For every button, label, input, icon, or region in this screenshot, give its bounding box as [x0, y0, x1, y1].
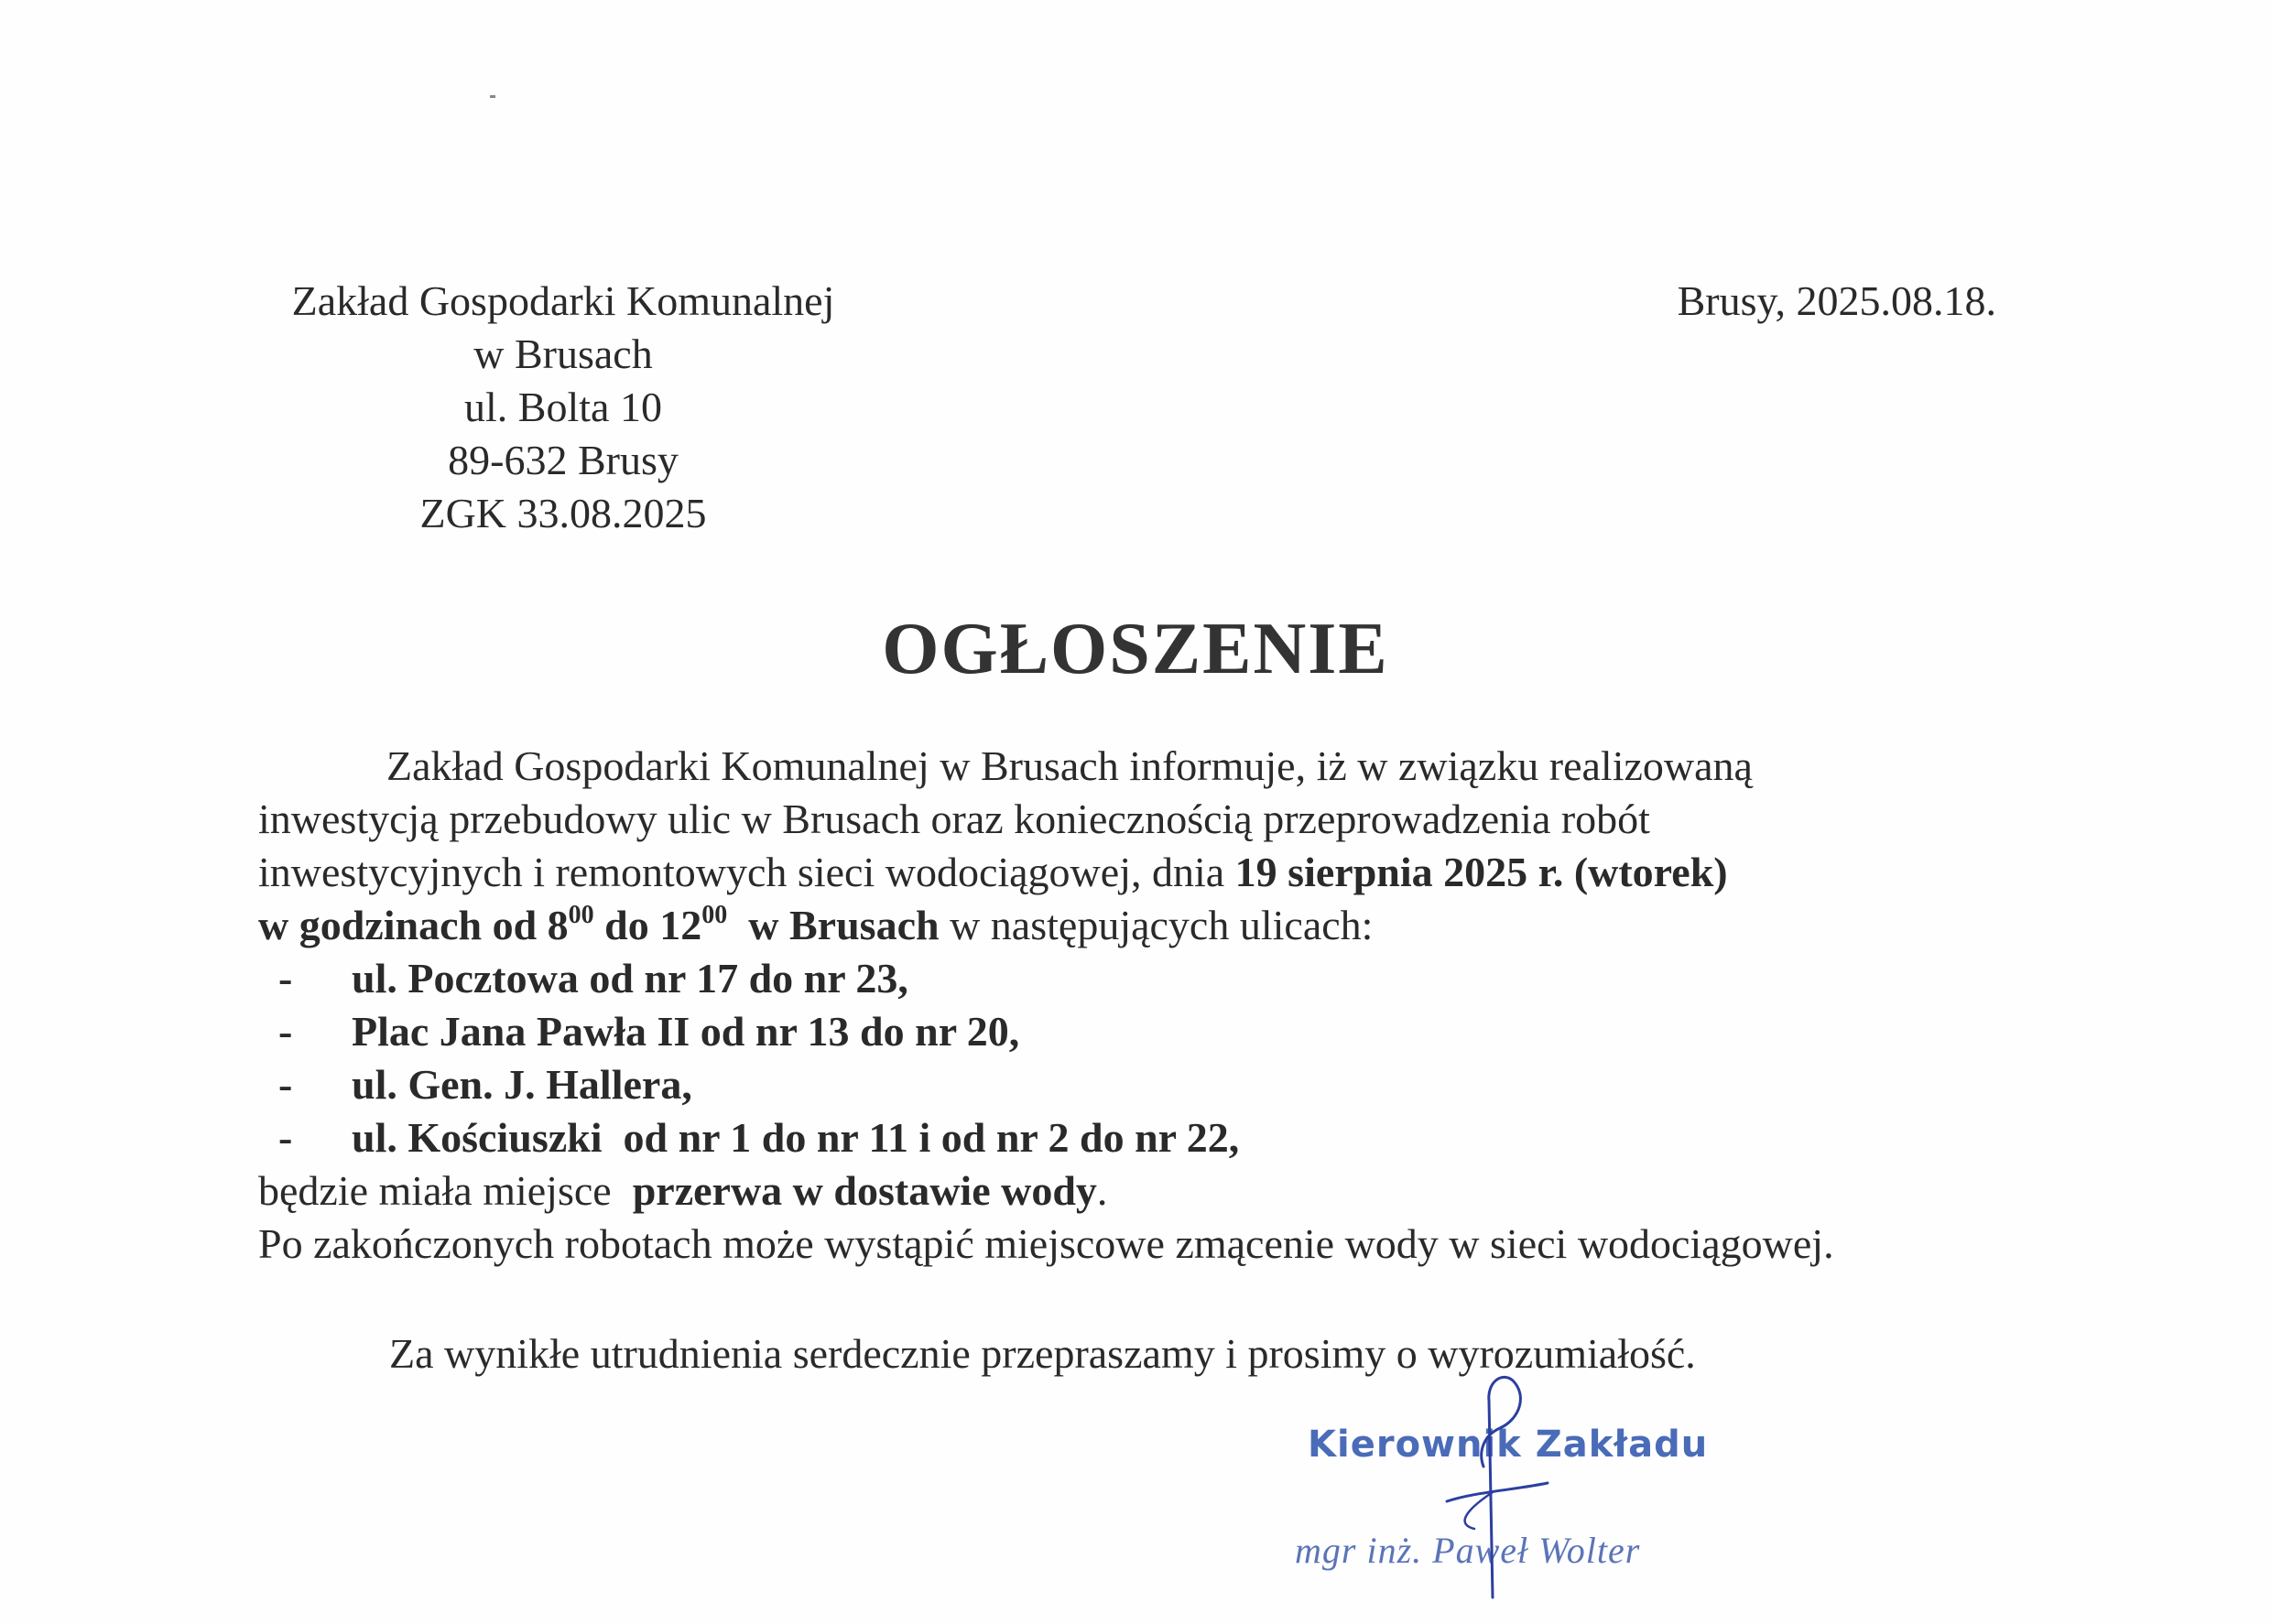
sender-line: 89-632 Brusy	[448, 437, 679, 483]
body-line	[258, 1164, 1998, 1218]
document-title: OGŁOSZENIE	[882, 609, 1389, 689]
street-text: ul. Kościuszki od nr 1 do nr 11 i od nr 2 do nr 22,	[352, 1114, 1240, 1161]
hours-rest: w następujących ulicach:	[939, 902, 1374, 948]
body-line	[258, 846, 1998, 899]
scan-speck	[490, 95, 495, 98]
sender-address-block	[261, 275, 865, 540]
list-item	[278, 1058, 1998, 1111]
list-dash: -	[278, 955, 293, 1001]
outage-prefix: będzie miała miejsce	[258, 1167, 633, 1214]
list-item	[278, 1111, 1998, 1164]
list-item	[278, 1005, 1998, 1058]
outage-suffix: .	[1096, 1167, 1108, 1214]
street-list	[258, 952, 1998, 1164]
outage-date: 19 sierpnia 2025 r. (wtorek)	[1234, 849, 1728, 895]
hours-from-sup: 00	[568, 901, 594, 929]
sender-line: ZGK 33.08.2025	[419, 490, 707, 536]
body-text: inwestycyjnych i remontowych sieci wodociągowej, dnia	[258, 849, 1235, 895]
sender-line: Zakład Gospodarki Komunalnej	[291, 277, 835, 324]
closing-line: Za wynikłe utrudnienia serdecznie przepraszamy i prosimy o wyrozumiałość.	[389, 1330, 1696, 1377]
list-item	[278, 952, 1998, 1005]
list-dash: -	[278, 1061, 293, 1108]
body-line	[258, 899, 1998, 952]
sender-line: w Brusach	[473, 330, 653, 377]
hours-mid: do 12	[593, 902, 702, 948]
sender-line: ul. Bolta 10	[464, 384, 662, 430]
street-text: ul. Pocztowa od nr 17 do nr 23,	[352, 955, 908, 1001]
street-text: Plac Jana Pawła II od nr 13 do nr 20,	[352, 1008, 1020, 1055]
handwritten-signature	[1429, 1364, 1557, 1602]
stamp-title: Kierownik Zakładu	[1308, 1424, 1709, 1466]
body-line: Po zakończonych robotach może wystąpić miejscowe zmącenie wody w sieci wodociągowej.	[258, 1220, 1834, 1267]
hours-to-sup: 00	[701, 901, 728, 929]
document-date: Brusy, 2025.08.18.	[1677, 277, 1996, 324]
outage-notice: przerwa w dostawie wody	[632, 1167, 1097, 1214]
hours-place: w Brusach	[727, 902, 940, 948]
list-dash: -	[278, 1008, 293, 1055]
body-line: inwestycją przebudowy ulic w Brusach oraz koniecznością przeprowadzenia robót	[258, 796, 1650, 842]
announcement-body	[258, 740, 1998, 1271]
street-text: ul. Gen. J. Hallera,	[352, 1061, 692, 1108]
list-dash: -	[278, 1114, 293, 1161]
hours-prefix: w godzinach od 8	[258, 902, 569, 948]
body-line: Zakład Gospodarki Komunalnej w Brusach informuje, iż w związku realizowaną	[386, 742, 1753, 789]
stamp-name: mgr inż. Paweł Wolter	[1295, 1530, 1641, 1571]
